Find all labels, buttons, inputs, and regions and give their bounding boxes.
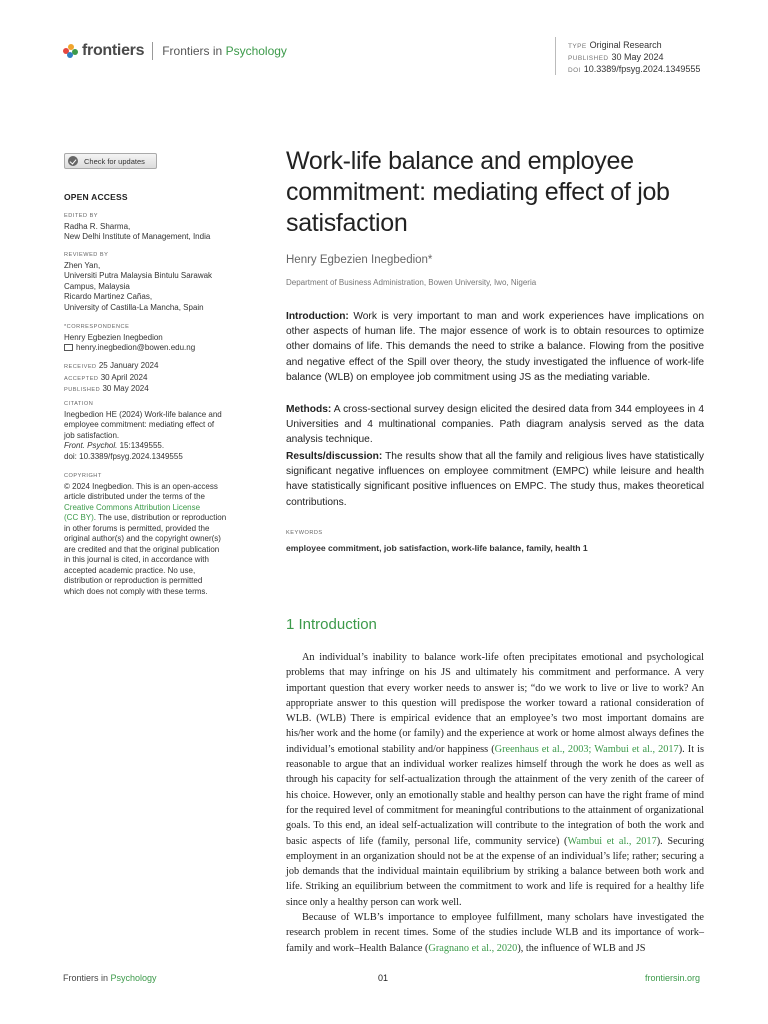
copyright-line: which does not comply with these terms. [64,586,208,596]
accepted-label: ACCEPTED [64,375,99,382]
editor-affiliation: New Delhi Institute of Management, India [64,232,211,241]
check-for-updates-button[interactable] [64,153,157,169]
citation-line: employee commitment: mediating effect of [64,420,215,429]
doi[interactable] [568,64,700,74]
copyright-line [64,513,264,524]
copyright-line: in this journal is cited, in accordance with [64,555,209,564]
footer-journal-name: Psychology [110,973,157,983]
copyright-line: are credited and that the original publication [64,544,220,554]
check-updates-label: Check for updates [84,156,145,166]
doi-label: DOI [568,67,581,74]
type-value: Original Research [589,40,662,50]
frontiers-logo[interactable] [63,42,287,60]
article-type [568,40,662,50]
author-affiliation: Department of Business Administration, Bowen University, Iwo, Nigeria [286,278,537,287]
copyright-line: accepted academic practice. No use, [64,565,196,575]
paragraph-text: ). Securing employment in an organization should not be at the expense of an individual’s life; rather; securing a job demands that the individual maintain equilibrium by striking a balance between both work and life. Striking an equilibrium between the commitment to work and life is required for a healthy life since only a healthy person can work well. [286,835,704,908]
published-label: PUBLISHED [64,387,101,393]
section-heading: 1 Introduction [286,616,377,633]
brand-name: frontiers [82,42,145,59]
reviewed-by [64,250,264,313]
journal-name-accent: Psychology [225,44,287,58]
cc-by-link[interactable]: (CC BY) [64,513,94,522]
correspondence-email[interactable]: henry.inegbedion@bowen.edu.ng [76,343,196,352]
reviewer-affiliation: Universiti Putra Malaysia Bintulu Sarawak [64,271,213,280]
received-date: 25 January 2024 [98,361,159,370]
abstract-methods [286,402,704,448]
reviewer-name: Zhen Yan, [64,260,101,270]
footer-website-link[interactable]: frontiersin.org [645,973,701,983]
citation-link[interactable]: Wambui et al., 2017 [567,835,657,847]
abstract-intro-label: Introduction: [286,311,349,322]
edited-by-label: EDITED BY [64,213,99,219]
abstract-results-text: The results show that all the family and religious lives have statistically significant negative influences on employee commitment (EMPC) while leisure and health have statistically significant positive influences on EMPC. The study thus, makes theoretical contributions. [286,451,704,508]
abstract-results [286,449,704,510]
citation-journal: Front. Psychol. [64,441,118,450]
body-paragraph [286,910,704,956]
published-value: 30 May 2024 [611,52,664,62]
journal-name[interactable] [162,44,287,58]
correspondence [64,322,264,354]
editor-name: Radha R. Sharma, [64,221,131,231]
abstract-introduction [286,309,704,385]
author-name[interactable]: Henry Egbezien Inegbedion* [286,254,433,266]
journal-prefix: Frontiers in [162,44,226,58]
meta-divider [555,37,556,75]
frontiers-logo-icon [63,43,79,59]
citation-label: CITATION [64,401,94,407]
paragraph-text: ), the influence of WLB and JS [517,942,646,954]
logo-divider [152,42,153,60]
accepted-date: 30 April 2024 [100,372,148,382]
citation [64,399,264,462]
paragraph-text: ). It is reasonable to argue that an individual worker realizes himself through the work he does as well as through his capacity for self-actualization through the attainment of the very zenith of the career of his choice. However, only an emotionally stable and healthy person can have the right frame of mind for the required level of commitment for meaningful contributions to the attainment of organizational goals. To this end, an ideal self-actualization will contribute to the integration of both the work and basic aspects of life (family, personal life, community service) ( [286,743,705,847]
envelope-icon [64,344,73,351]
body-paragraph [286,650,704,910]
correspondence-label: *CORRESPONDENCE [64,324,130,330]
abstract-methods-label: Methods: [286,404,332,415]
received-label: RECEIVED [64,364,97,370]
check-icon [68,156,78,166]
copyright-line: distribution or reproduction is permitted [64,576,203,585]
paragraph-text: An individual’s inability to balance work-life often precipitates emotional and psychological problems that may infringe on his JS and ultimately his commitment and performance. A very important question that every worker needs to answer is; “do we work to live or live to work? An appropriate answer to this question will predispose the worker toward a rational consideration of WLB. (WLB) There is empirical evidence that an employee’s two most important domains are his/her work and the home (or family) and the experience at work or home almost always defines the individual’s emotional stability and/or happiness ( [286,652,704,755]
published-date-sidebar: 30 May 2024 [102,384,149,393]
citation-link[interactable]: Gragnano et al., 2020 [428,942,518,954]
article-dates [64,361,264,396]
edited-by [64,211,264,243]
copyright-line: article distributed under the terms of the [64,492,205,501]
abstract-intro-text: Work is very important to man and work experiences have implications on other aspects of human life. The major essence of work is to obtain resources to optimize other domains of life. This demands the need to strike a balance. Flowing from the positive and negative effect of the Spill over theory, the study investigated the influence of work-life balance (WLB) on employee job commitment using JS as the mediating variable. [286,311,704,383]
page-number: 01 [378,973,389,983]
copyright-label: COPYRIGHT [64,473,102,479]
copyright-text: . The use, distribution or reproduction [93,513,227,522]
footer-journal-prefix: Frontiers in [63,973,111,983]
correspondence-name: Henry Egbezien Inegbedion [64,332,163,342]
citation-line: Inegbedion HE (2024) Work-life balance and [64,409,222,419]
doi-value[interactable]: 10.3389/fpsyg.2024.1349555 [583,64,701,74]
paragraph-text: Because of WLB’s importance to employee fulfillment, many scholars have investigated the research problem in recent times. Some of the studies include WLB and its importance of work–family and work–Health Balance ( [286,912,704,954]
type-label: TYPE [568,43,587,50]
citation-line [64,441,264,452]
abstract-results-label: Results/discussion: [286,451,383,462]
keywords: employee commitment, job satisfaction, work-life balance, family, health 1 [286,543,588,553]
article-title: Work-life balance and employee commitment: mediating effect of job satisfaction [286,147,670,237]
published-date [568,52,664,62]
correspondence-email-row[interactable] [64,343,264,354]
reviewer-affiliation: University of Castilla-La Mancha, Spain [64,302,204,312]
citation-volume: 15:1349555. [117,441,165,450]
reviewer-name: Ricardo Martinez Cañas, [64,292,153,301]
copyright [64,471,264,597]
license-link[interactable]: Creative Commons Attribution License [64,502,201,512]
citation-line: job satisfaction. [64,430,120,440]
abstract-methods-text: A cross-sectional survey design elicited the desired data from 344 employees in 4 Universities and 4 multinational companies. Path diagram analysis served as the data analysis technique. [286,404,704,446]
copyright-line: © 2024 Inegbedion. This is an open-access [64,481,218,491]
citation-doi[interactable]: doi: 10.3389/fpsyg.2024.1349555 [64,451,183,461]
open-access-label: OPEN ACCESS [64,192,128,202]
citation-link[interactable]: Greenhaus et al., 2003; Wambui et al., 2017 [494,743,679,755]
reviewed-by-label: REVIEWED BY [64,252,109,258]
reviewer-affiliation: Campus, Malaysia [64,281,130,291]
published-label: PUBLISHED [568,55,609,62]
keywords-label: KEYWORDS [286,530,323,536]
copyright-line: original author(s) and the copyright owner(s) [64,534,221,543]
footer-journal[interactable] [63,973,157,983]
copyright-line: in other forums is permitted, provided the [64,523,210,533]
